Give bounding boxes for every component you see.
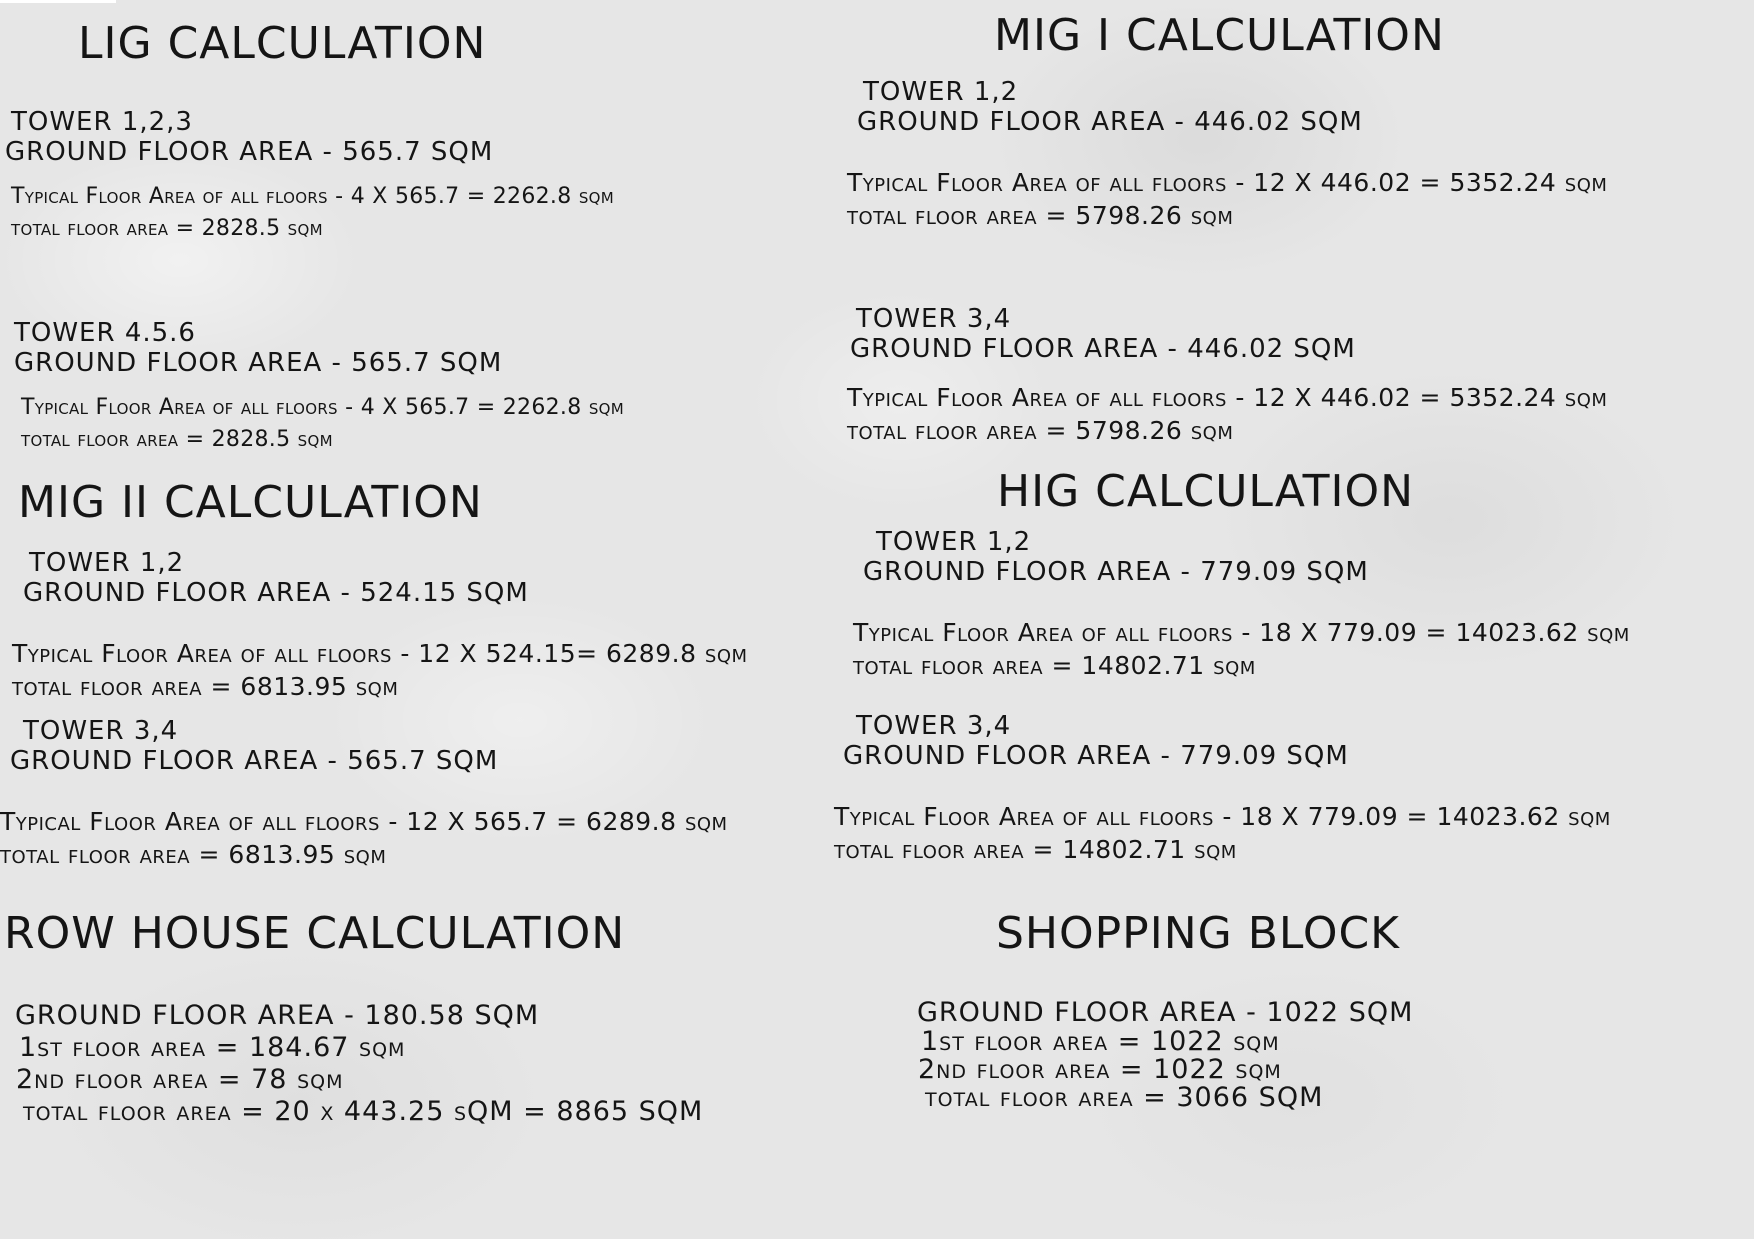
lig-tower-456-label: TOWER 4.5.6 (14, 318, 196, 348)
row-house-total-area: total floor area = 20 x 443.25 sQM = 8865 SQM (23, 1096, 704, 1127)
row-house-first-floor-area: 1st floor area = 184.67 sqm (19, 1032, 406, 1063)
hig-tower-34-total-area: total floor area = 14802.71 sqm (834, 835, 1237, 864)
mig2-tower-34-label: TOWER 3,4 (23, 716, 179, 746)
row-house-second-floor-area: 2nd floor area = 78 sqm (16, 1064, 344, 1095)
mig1-tower-34-typical-area: Typical Floor Area of all floors - 12 X 446.02 = 5352.24 sqm (847, 383, 1608, 412)
hig-tower-34-label: TOWER 3,4 (856, 711, 1012, 741)
mig2-tower-34-ground-area: GROUND FLOOR AREA - 565.7 SQM (10, 746, 499, 776)
lig-tower-456-typical-area: Typical Floor Area of all floors - 4 X 565.7 = 2262.8 sqm (21, 395, 624, 420)
hig-tower-34-typical-area: Typical Floor Area of all floors - 18 X 779.09 = 14023.62 sqm (834, 802, 1611, 831)
mig2-tower-12-typical-area: Typical Floor Area of all floors - 12 X 524.15= 6289.8 sqm (12, 639, 748, 668)
corner-mark (0, 0, 116, 3)
lig-tower-456-total-area: total floor area = 2828.5 sqm (21, 427, 333, 452)
mig1-tower-34-label: TOWER 3,4 (856, 304, 1012, 334)
mig1-tower-12-ground-area: GROUND FLOOR AREA - 446.02 SQM (857, 107, 1363, 137)
shopping-block-second-floor-area: 2nd floor area = 1022 sqm (918, 1054, 1282, 1085)
shopping-block-first-floor-area: 1st floor area = 1022 sqm (921, 1026, 1280, 1057)
mig1-tower-12-total-area: total floor area = 5798.26 sqm (847, 201, 1234, 230)
lig-tower-123-typical-area: Typical Floor Area of all floors - 4 X 565.7 = 2262.8 sqm (11, 184, 614, 209)
mig2-title: MIG II CALCULATION (18, 477, 483, 528)
mig1-tower-12-typical-area: Typical Floor Area of all floors - 12 X 446.02 = 5352.24 sqm (847, 168, 1608, 197)
mig1-title: MIG I CALCULATION (994, 10, 1445, 61)
mig2-tower-34-total-area: total floor area = 6813.95 sqm (0, 840, 387, 869)
mig1-tower-34-ground-area: GROUND FLOOR AREA - 446.02 SQM (850, 334, 1356, 364)
hig-tower-12-typical-area: Typical Floor Area of all floors - 18 X 779.09 = 14023.62 sqm (853, 618, 1630, 647)
lig-tower-456-ground-area: GROUND FLOOR AREA - 565.7 SQM (14, 348, 503, 378)
lig-tower-123-total-area: total floor area = 2828.5 sqm (11, 216, 323, 241)
mig2-tower-12-label: TOWER 1,2 (29, 548, 185, 578)
mig1-tower-34-total-area: total floor area = 5798.26 sqm (847, 416, 1234, 445)
hig-tower-12-total-area: total floor area = 14802.71 sqm (853, 651, 1256, 680)
hig-tower-12-label: TOWER 1,2 (876, 527, 1032, 557)
mig1-tower-12-label: TOWER 1,2 (863, 77, 1019, 107)
hig-tower-34-ground-area: GROUND FLOOR AREA - 779.09 SQM (843, 741, 1349, 771)
row-house-title: ROW HOUSE CALCULATION (4, 908, 626, 959)
hig-title: HIG CALCULATION (997, 466, 1415, 517)
row-house-ground-area: GROUND FLOOR AREA - 180.58 SQM (15, 1000, 540, 1031)
mig2-tower-12-ground-area: GROUND FLOOR AREA - 524.15 SQM (23, 578, 529, 608)
lig-tower-123-ground-area: GROUND FLOOR AREA - 565.7 SQM (5, 137, 494, 167)
shopping-block-title: SHOPPING BLOCK (996, 908, 1401, 959)
mig2-tower-12-total-area: total floor area = 6813.95 sqm (12, 672, 399, 701)
shopping-block-ground-area: GROUND FLOOR AREA - 1022 SQM (917, 997, 1414, 1028)
lig-tower-123-label: TOWER 1,2,3 (11, 107, 193, 137)
shopping-block-total-area: total floor area = 3066 SQM (925, 1082, 1324, 1113)
mig2-tower-34-typical-area: Typical Floor Area of all floors - 12 X 565.7 = 6289.8 sqm (0, 807, 728, 836)
hig-tower-12-ground-area: GROUND FLOOR AREA - 779.09 SQM (863, 557, 1369, 587)
lig-title: LIG CALCULATION (78, 18, 487, 69)
